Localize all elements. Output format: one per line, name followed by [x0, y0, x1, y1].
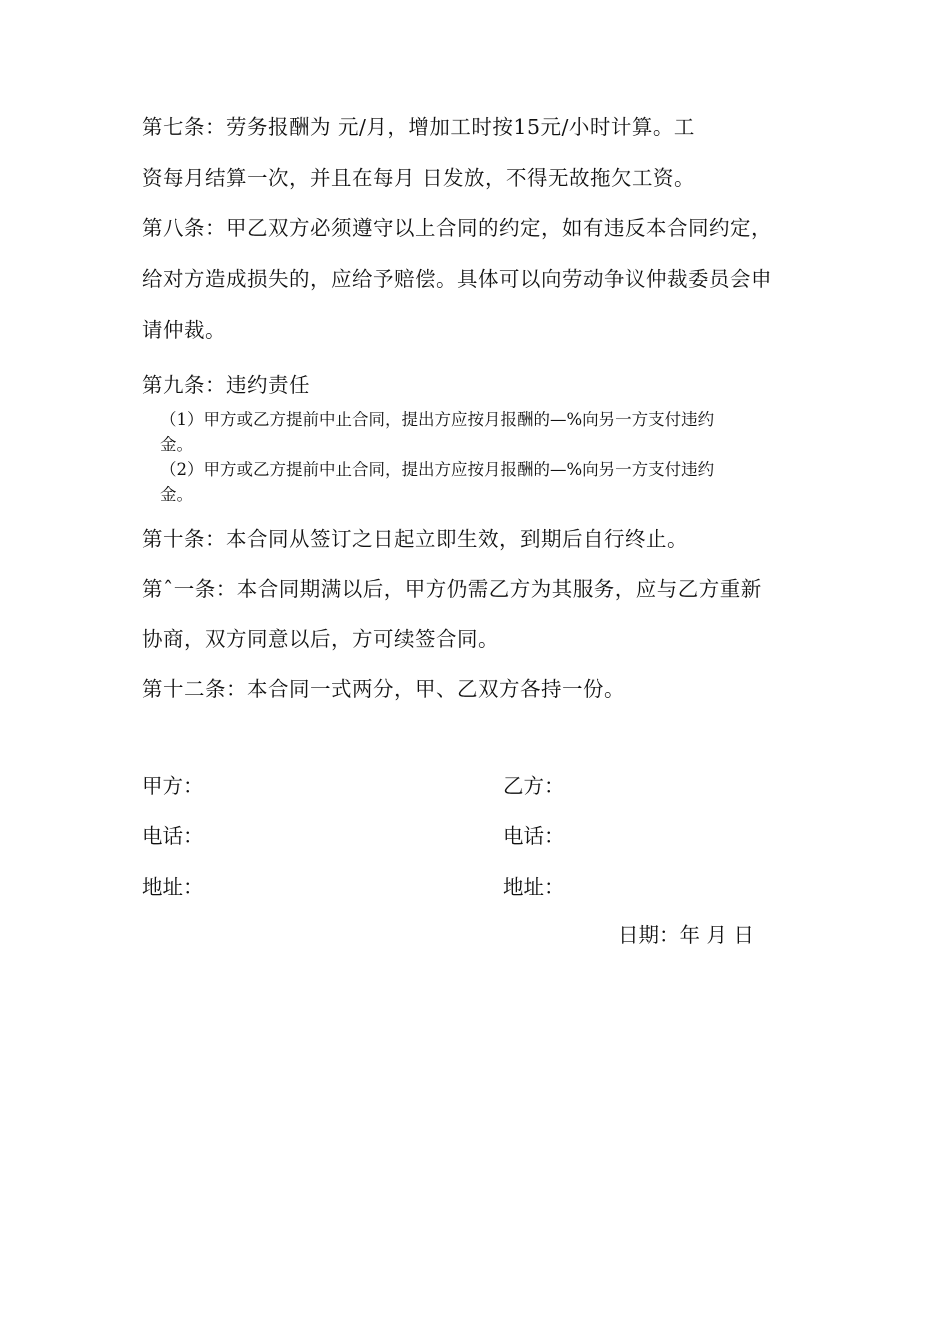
article-8-line-1: 第八条：甲乙双方必须遵守以上合同的约定，如有违反本合同约定，	[142, 216, 772, 240]
article-11-line-2: 协商，双方同意以后，方可续签合同。	[142, 627, 499, 651]
party-a-label: 甲方：	[142, 774, 204, 798]
party-b-address-label: 地址：	[503, 875, 565, 899]
article-11-line-1: 第ˆ一条：本合同期满以后，甲方仍需乙方为其服务，应与乙方重新	[142, 577, 762, 601]
party-a-phone-label: 电话：	[142, 824, 204, 848]
article-9-clause-1-line-1: （1）甲方或乙方提前中止合同，提出方应按月报酬的—%向另一方支付违约	[160, 410, 715, 429]
party-b-label: 乙方：	[503, 774, 565, 798]
article-9-heading: 第九条：违约责任	[142, 373, 310, 397]
article-8-line-3: 请仲裁。	[142, 318, 226, 342]
party-b-phone-label: 电话：	[503, 824, 565, 848]
article-9-clause-2-line-1: （2）甲方或乙方提前中止合同，提出方应按月报酬的—%向另一方支付违约	[160, 460, 715, 479]
article-8-line-2: 给对方造成损失的，应给予赔偿。具体可以向劳动争议仲裁委员会申	[142, 267, 772, 291]
article-7-line-1: 第七条：劳务报酬为 元/月，增加工时按15元/小时计算。工	[142, 115, 695, 139]
article-12: 第十二条：本合同一式两分，甲、乙双方各持一份。	[142, 677, 625, 701]
article-9-clause-1-line-2: 金。	[160, 435, 193, 454]
article-7-line-2: 资每月结算一次，并且在每月 日发放，不得无故拖欠工资。	[142, 166, 696, 190]
article-10: 第十条：本合同从签订之日起立即生效，到期后自行终止。	[142, 527, 688, 551]
article-9-clause-2-line-2: 金。	[160, 485, 193, 504]
signing-date: 日期：年 月 日	[618, 923, 755, 947]
party-a-address-label: 地址：	[142, 875, 204, 899]
